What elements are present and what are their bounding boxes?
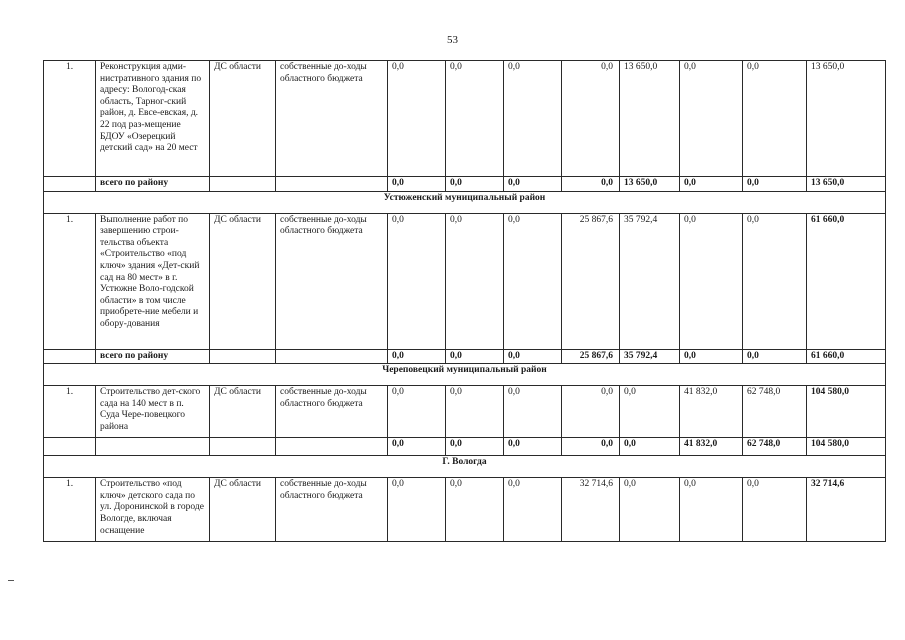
value-cell: 32 714,6	[807, 478, 886, 542]
funding-source-cell: собственные до-ходы областного бюджета	[276, 478, 388, 542]
total-cell: 0,0	[388, 177, 446, 192]
value-cell: 32 714,6	[562, 478, 620, 542]
value-cell: 0,0	[388, 478, 446, 542]
district-title: Устюженский муниципальный район	[44, 191, 886, 213]
value-cell: 0,0	[743, 213, 807, 349]
value-cell: 62 748,0	[743, 386, 807, 438]
scan-artifact	[8, 580, 14, 581]
total-cell: 0,0	[388, 349, 446, 364]
table-row	[44, 478, 886, 542]
value-cell: 13 650,0	[807, 61, 886, 177]
customer-cell: ДС области	[210, 213, 276, 349]
total-cell: 0,0	[446, 177, 504, 192]
total-cell: 62 748,0	[743, 438, 807, 456]
total-cell: 0,0	[446, 438, 504, 456]
value-cell: 0,0	[504, 213, 562, 349]
total-cell: 13 650,0	[807, 177, 886, 192]
row-index: 1.	[44, 61, 96, 177]
funding-source-cell: собственные до-ходы областного бюджета	[276, 386, 388, 438]
total-cell: 0,0	[680, 349, 743, 364]
total-cell: 0,0	[504, 438, 562, 456]
funding-source-cell: собственные до-ходы областного бюджета	[276, 61, 388, 177]
value-cell: 13 650,0	[620, 61, 680, 177]
total-cell: 25 867,6	[562, 349, 620, 364]
customer-cell: ДС области	[210, 478, 276, 542]
total-cell: 0,0	[446, 349, 504, 364]
value-cell: 0,0	[743, 61, 807, 177]
value-cell: 0,0	[562, 61, 620, 177]
total-cell: 0,0	[562, 438, 620, 456]
table-row	[44, 386, 886, 438]
value-cell: 0,0	[680, 61, 743, 177]
value-cell: 104 580,0	[807, 386, 886, 438]
value-cell: 41 832,0	[680, 386, 743, 438]
value-cell: 0,0	[743, 478, 807, 542]
value-cell: 0,0	[620, 386, 680, 438]
total-row	[44, 177, 886, 192]
total-cell: 0,0	[562, 177, 620, 192]
project-name: Строительство «под ключ» детского сада по ул. Доронинской в городе Вологде, включая оснащение	[96, 478, 210, 542]
value-cell: 0,0	[504, 478, 562, 542]
page-number: 53	[447, 34, 458, 46]
row-index: 1.	[44, 478, 96, 542]
district-title: Череповецкий муниципальный район	[44, 364, 886, 386]
total-cell: 0,0	[743, 177, 807, 192]
value-cell: 0,0	[680, 213, 743, 349]
total-cell: 41 832,0	[680, 438, 743, 456]
district-title: Г. Вологда	[44, 456, 886, 478]
value-cell: 0,0	[388, 213, 446, 349]
total-cell: 0,0	[504, 349, 562, 364]
total-cell: 0,0	[680, 177, 743, 192]
value-cell: 0,0	[680, 478, 743, 542]
total-cell: 0,0	[620, 438, 680, 456]
project-name: Строительство дет-ского сада на 140 мест в п. Суда Чере-повецкого района	[96, 386, 210, 438]
budget-table	[43, 60, 886, 542]
customer-cell: ДС области	[210, 386, 276, 438]
district-header-row	[44, 456, 886, 478]
total-cell: 0,0	[504, 177, 562, 192]
total-label	[96, 438, 210, 456]
row-index: 1.	[44, 386, 96, 438]
district-header-row	[44, 191, 886, 213]
total-label: всего по району	[96, 177, 210, 192]
funding-source-cell: собственные до-ходы областного бюджета	[276, 213, 388, 349]
district-header-row	[44, 364, 886, 386]
customer-cell: ДС области	[210, 61, 276, 177]
project-name: Выполнение работ по завершению строи-тельства объекта «Строительство «под ключ» здания «Дет-ский сад на 80 мест» в г. Устюжне Воло-годской области» в том числе приобрете-ние мебели и обору-дования	[96, 213, 210, 349]
total-label: всего по району	[96, 349, 210, 364]
total-row	[44, 349, 886, 364]
total-cell: 35 792,4	[620, 349, 680, 364]
value-cell: 0,0	[446, 213, 504, 349]
project-name: Реконструкция адми-нистративного здания по адресу: Вологод-ская область, Тарног-ский район, д. Евсе-евская, д. 22 под раз-мещение БДОУ «Озерецкий детский сад» на 20 мест	[96, 61, 210, 177]
value-cell: 0,0	[504, 61, 562, 177]
value-cell: 0,0	[620, 478, 680, 542]
row-index: 1.	[44, 213, 96, 349]
value-cell: 0,0	[388, 386, 446, 438]
value-cell: 25 867,6	[562, 213, 620, 349]
value-cell: 0,0	[562, 386, 620, 438]
value-cell: 35 792,4	[620, 213, 680, 349]
table-row	[44, 61, 886, 177]
total-row	[44, 438, 886, 456]
total-cell: 0,0	[388, 438, 446, 456]
value-cell: 0,0	[446, 386, 504, 438]
total-cell: 104 580,0	[807, 438, 886, 456]
value-cell: 0,0	[446, 478, 504, 542]
value-cell: 0,0	[388, 61, 446, 177]
value-cell: 61 660,0	[807, 213, 886, 349]
total-cell: 61 660,0	[807, 349, 886, 364]
table-row	[44, 213, 886, 349]
total-cell: 0,0	[743, 349, 807, 364]
value-cell: 0,0	[446, 61, 504, 177]
total-cell: 13 650,0	[620, 177, 680, 192]
value-cell: 0,0	[504, 386, 562, 438]
